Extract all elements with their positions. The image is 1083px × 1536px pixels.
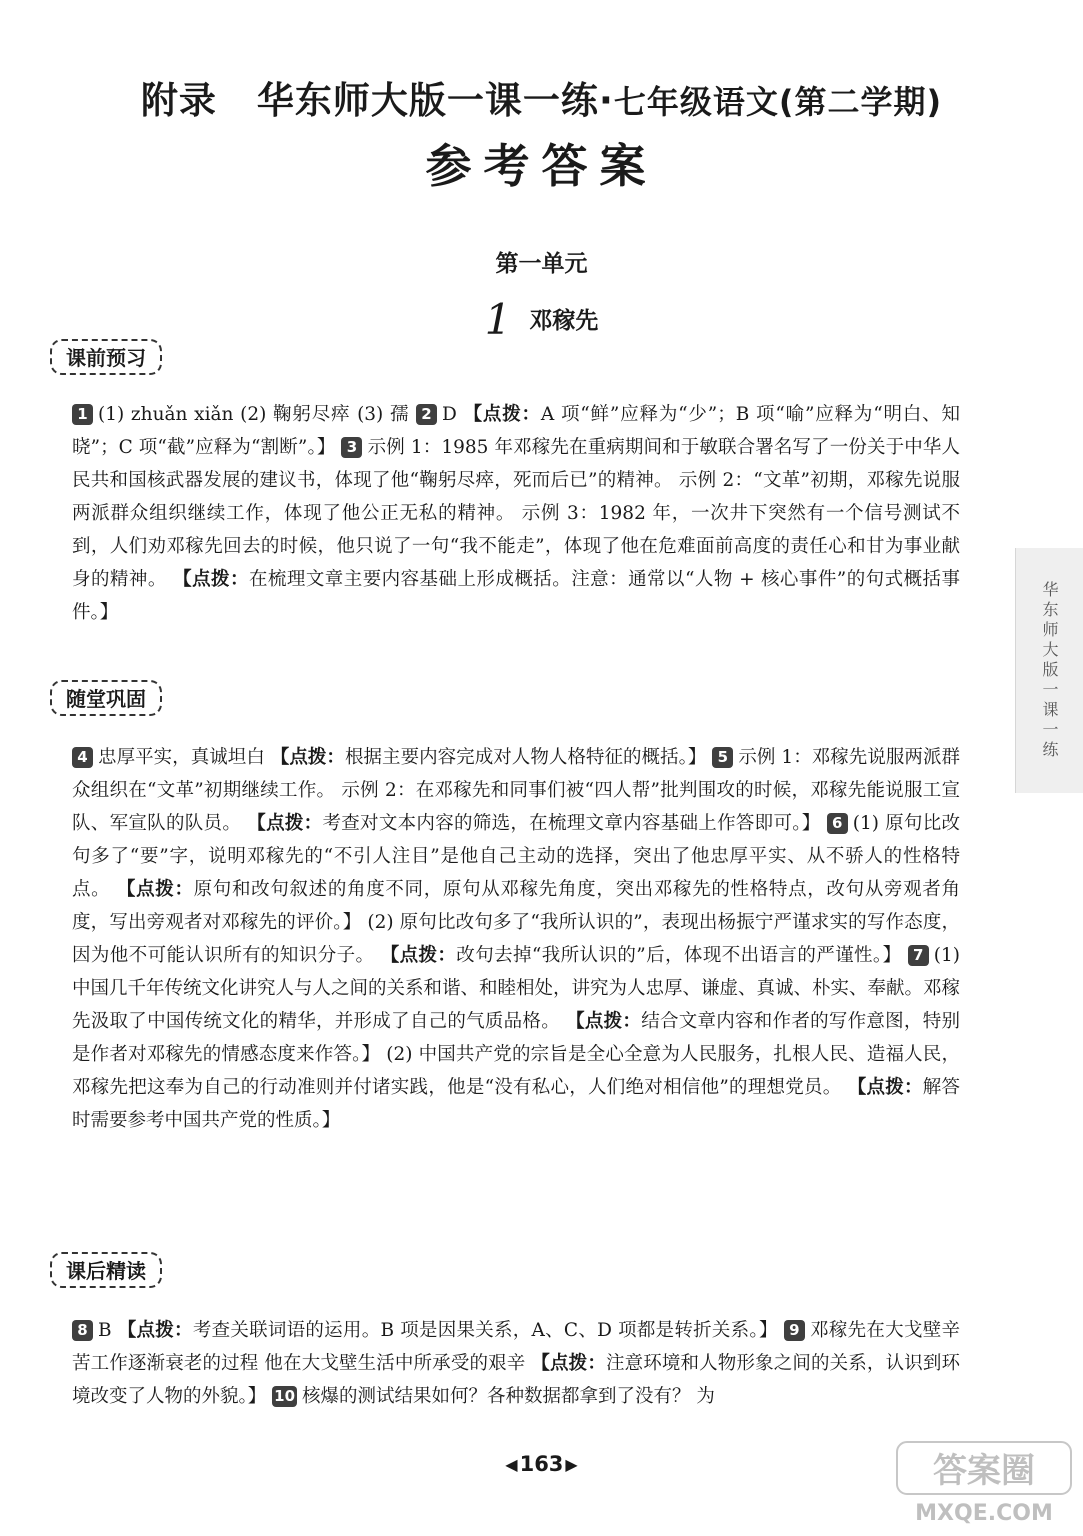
- tip-label: 【点拨：: [173, 569, 249, 590]
- tip-text: 考查关联词语的运用。B 项是因果关系，A、C、D 项都是转折关系。】: [192, 1320, 784, 1341]
- question-number: 5: [712, 747, 733, 768]
- answer-text: (1) 原句比改句多了“要”字，说明邓稼先的“不引人注目”是他自己主动的选择，突出了他忠厚平实、从不骄人的性格特点。: [72, 813, 960, 900]
- grade-subject: 七年级语文(第二学期): [613, 83, 943, 121]
- tip-label: 【点拨：: [566, 1011, 642, 1032]
- section-label-preview: 课前预习: [50, 339, 162, 375]
- question-number: 7: [908, 945, 929, 966]
- tip-text: 注意环境和人物形象之间的关系，认识到环境改变了人物的外貌。】: [72, 1353, 960, 1407]
- question-number: 6: [827, 813, 848, 834]
- question-number: 4: [72, 747, 93, 768]
- lesson-title: [0, 295, 1083, 344]
- book-name: 华东师大版一课一练: [256, 79, 599, 122]
- tip-label: 【点拨：: [380, 945, 457, 966]
- answer-text: (2) 原句比改句多了“我所认识的”，表现出杨振宁严谨求实的写作态度，因为他不可能认识所有的知识分子。: [72, 912, 960, 966]
- answer-text: (2) 中国共产党的宗旨是全心全意为人民服务，扎根人民、造福人民，邓稼先把这奉为自己的行动准则并付诸实践，他是“没有私心，人们绝对相信他”的理想党员。: [72, 1044, 960, 1098]
- appendix-prefix: 附录: [140, 79, 217, 122]
- tip-text: 根据主要内容完成对人物人格特征的概括。】: [344, 747, 713, 768]
- question-number: 8: [72, 1320, 93, 1341]
- answer-text: (1) zhuǎn xiǎn (2) 鞠躬尽瘁 (3) 孺: [98, 404, 417, 425]
- tip-label: 【点拨：: [116, 879, 194, 900]
- lesson-number: 1: [484, 295, 512, 344]
- question-number: 3: [341, 437, 362, 458]
- answer-text: 示例 1：邓稼先说服两派群众组织在“文革”初期继续工作。 示例 2：在邓稼先和同事们被“四人帮”批判围攻的时候，邓稼先能说服工宣队、军宣队的队员。: [72, 747, 960, 834]
- appendix-title: [0, 70, 1083, 124]
- answer-text: 示例 1：1985 年邓稼先在重病期间和于敏联合署名写了一份关于中华人民共和国核武器发展的建议书，体现了他“鞠躬尽瘁，死而后已”的精神。 示例 2：“文革”初期，邓稼先说服两派群众组织继续工作，体现了他公正无私的精神。 示例 3：1982 年，一次井下突然有一个信号测试不到，人们劝邓稼先回去的时候，他只说了一句“我不能走”，体现了他在危难面前高度的责任心和甘为事业献身的精神。: [72, 437, 960, 590]
- question-number: 1: [72, 404, 93, 425]
- tip-label: 【点拨：: [247, 813, 323, 834]
- tip-text: 考查对文本内容的筛选，在梳理文章内容基础上作答即可。】: [322, 813, 827, 834]
- question-number: 10: [274, 1387, 296, 1405]
- tip-text: 原句和改句叙述的角度不同，原句从邓稼先角度，突出邓稼先的性格特点，改句从旁观者角度，写出旁观者对邓稼先的评价。】: [72, 879, 960, 933]
- tip-text: 在梳理文章主要内容基础上形成概括。注意：通常以“人物 + 核心事件”的句式概括事件。】: [72, 569, 960, 623]
- page-number-value: 163: [519, 1452, 564, 1476]
- answer-paragraph-preview: [72, 398, 960, 629]
- lesson-name: 邓稼先: [529, 308, 599, 334]
- answer-text: 邓稼先在大戈壁辛苦工作逐渐衰老的过程 他在大戈壁生活中所承受的艰辛: [72, 1320, 960, 1374]
- answer-text: D: [442, 404, 464, 425]
- answer-text: 忠厚平实，真诚坦白: [98, 747, 271, 768]
- tip-text: 改句去掉“我所认识的”后，体现不出语言的严谨性。】: [456, 945, 908, 966]
- answer-text: B: [98, 1320, 118, 1341]
- watermark-logo: [895, 1440, 1073, 1526]
- title-dot: ·: [598, 79, 614, 122]
- answer-paragraph-reading: [72, 1314, 960, 1413]
- tip-text: 结合文章内容和作者的写作意图，特别是作者对邓稼先的情感态度来作答。】: [72, 1011, 960, 1065]
- side-tab: 华东师大版一课一练: [1015, 548, 1083, 793]
- tip-label: 【点拨：: [270, 747, 345, 768]
- answer-paragraph-practice: [72, 741, 960, 1137]
- answer-text: (1) 中国几千年传统文化讲究人与人之间的关系和谐、和睦相处，讲究为人忠厚、谦虚、真诚、朴实、奉献。邓稼先汲取了中国传统文化的精华，并形成了自己的气质品格。: [72, 945, 961, 1032]
- page-title: 参考答案: [425, 139, 658, 193]
- tip-label: 【点拨：: [463, 404, 541, 425]
- question-number: 9: [784, 1320, 805, 1341]
- tip-text: A 项“鲜”应释为“少”；B 项“喻”应释为“明白、知晓”；C 项“截”应释为“割断”。】: [72, 404, 960, 458]
- arrow-right-icon: ▶: [565, 1455, 578, 1474]
- tip-label: 【点拨：: [847, 1077, 923, 1098]
- section-label-reading: 课后精读: [50, 1252, 162, 1288]
- arrow-left-icon: ◀: [505, 1455, 518, 1474]
- tip-text: 解答时需要参考中国共产党的性质。】: [72, 1077, 960, 1131]
- section-label-practice: 随堂巩固: [50, 680, 162, 716]
- tip-label: 【点拨：: [531, 1353, 606, 1374]
- question-number: 2: [416, 404, 437, 425]
- watermark-domain: MXQE.COM: [915, 1501, 1053, 1526]
- tip-label: 【点拨：: [117, 1320, 193, 1341]
- watermark-text: 答案圈: [933, 1451, 1035, 1491]
- unit-title: 第一单元: [495, 251, 588, 277]
- answer-text: 核爆的测试结果如何？各种数据都拿到了没有？ 为: [302, 1386, 715, 1407]
